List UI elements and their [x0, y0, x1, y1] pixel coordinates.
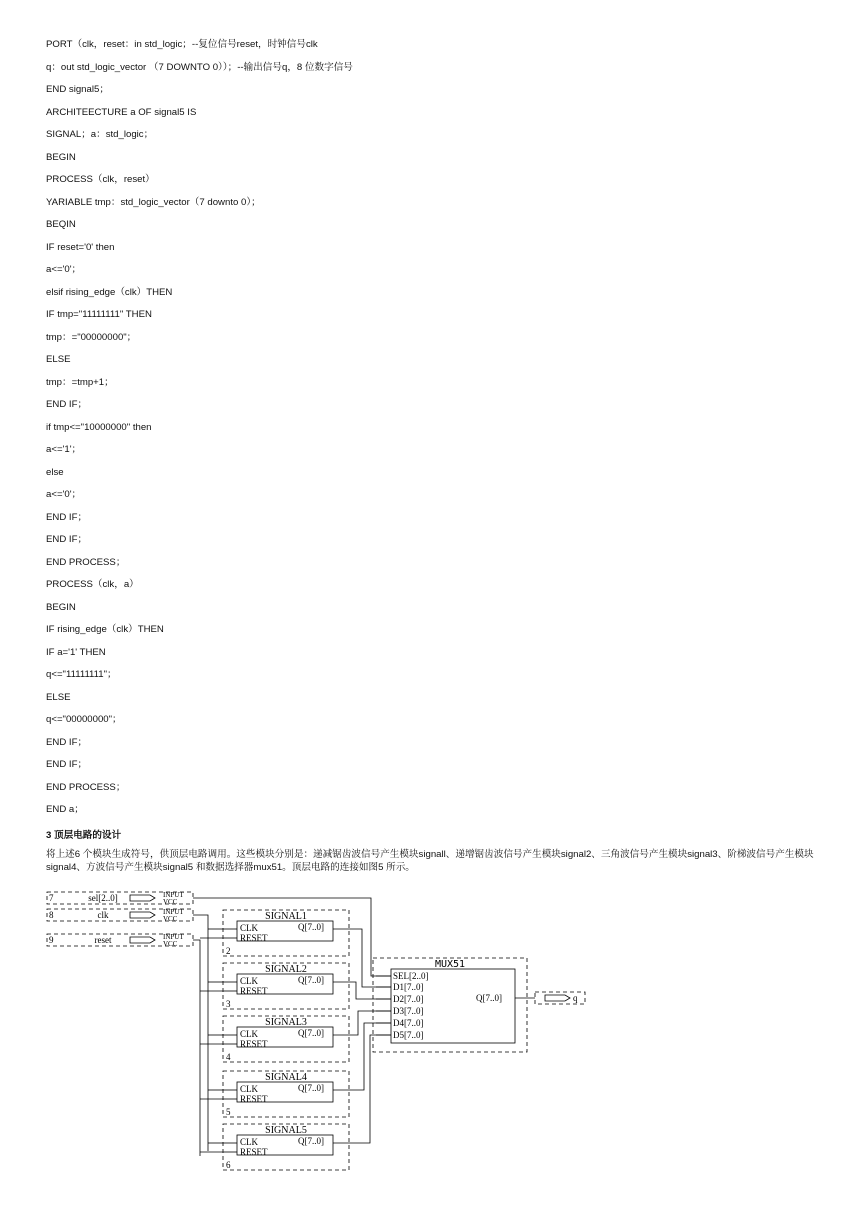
- signal-block-output-pin: Q[7..0]: [298, 1083, 324, 1093]
- sel-wire: [193, 898, 391, 976]
- code-line: PROCESS（clk，reset）: [46, 174, 155, 185]
- code-line: END IF；: [46, 399, 88, 410]
- input-pin-name: clk: [97, 910, 109, 920]
- code-line: BEGIN: [46, 151, 76, 163]
- input-pin-number: 8: [49, 910, 54, 920]
- signal-block-frame: [223, 963, 349, 1009]
- code-line: tmp：=tmp+1；: [46, 376, 114, 388]
- code-line: END IF；: [46, 511, 88, 523]
- input-pin-tag: INPUT: [163, 933, 184, 941]
- code-line: elsif rising_edge（clk）THEN: [46, 286, 173, 298]
- code-line: if tmp<="10000000" then: [46, 421, 152, 433]
- code-listing: [46, 34, 353, 822]
- signal-block-title: SIGNAL2: [265, 964, 307, 975]
- code-line: IF rising_edge（clk）THEN: [46, 624, 164, 635]
- d4-wire: [350, 1023, 391, 1090]
- signal-block-number: 5: [226, 1107, 231, 1117]
- input-pin-frame: [47, 892, 193, 904]
- code-line: END IF；: [46, 534, 88, 545]
- code-line: a<='0'；: [46, 264, 82, 275]
- signal-block-reset-pin: RESET: [240, 1039, 268, 1049]
- signal-block-output-pin: Q[7..0]: [298, 1136, 324, 1146]
- mux-input-pin: D4[7..0]: [393, 1018, 424, 1028]
- code-line: BEGIN: [46, 601, 76, 613]
- section-paragraph: 将上述6 个模块生成符号，供顶层电路调用。这些模块分别是：递减锯齿波信号产生模块signall、递增锯齿波信号产生模块signal2、三角波信号产生模块signal3、阶梯波信号产生模块signal4、方波信号产生模块signal5 和数据选择器mux51。顶层电路的连接如图5 所示。: [46, 849, 814, 873]
- signal-block-body: [237, 974, 333, 994]
- signal-block-reset-pin: RESET: [240, 986, 268, 996]
- input-pin-tag: VCC: [163, 940, 178, 948]
- code-line: ELSE: [46, 691, 71, 703]
- code-line: a<='0'；: [46, 489, 82, 500]
- code-line: END IF；: [46, 736, 88, 748]
- code-line: END a；: [46, 804, 84, 815]
- signal-block-body: [237, 1027, 333, 1047]
- code-line: IF a='1' THEN: [46, 646, 106, 658]
- code-line: BEQIN: [46, 219, 76, 230]
- signal-block-output-pin: Q[7..0]: [298, 922, 324, 932]
- signal-block-title: SIGNAL3: [265, 1017, 307, 1028]
- code-line: a<='1'；: [46, 444, 82, 455]
- input-pin-arrow: [130, 912, 155, 918]
- reset-bus: [193, 940, 200, 1156]
- mux-title: MUX51: [434, 959, 466, 970]
- code-line: END signal5；: [46, 84, 109, 95]
- mux-input-pin: D3[7..0]: [393, 1006, 424, 1016]
- signal-block-reset-pin: RESET: [240, 1094, 268, 1104]
- input-pin-tag: VCC: [163, 898, 178, 906]
- code-line: PROCESS（clk，a）: [46, 579, 139, 590]
- input-pin-name: reset: [94, 935, 112, 945]
- signal-block-number: 6: [226, 1160, 231, 1170]
- signal-block-output-pin: Q[7..0]: [298, 1028, 324, 1038]
- signal-block-number: 3: [226, 999, 231, 1009]
- signal-block-number: 4: [226, 1052, 231, 1062]
- clk-bus: [193, 915, 208, 1151]
- d3-wire: [350, 1011, 391, 1035]
- code-line: END PROCESS；: [46, 781, 126, 793]
- code-line: PORT（clk，reset：in std_logic；--复位信号reset，时钟信号clk: [46, 39, 318, 50]
- code-line: ARCHITEECTURE a OF signal5 IS: [46, 106, 197, 118]
- mux-frame: [373, 958, 527, 1052]
- signal-block-clk-pin: CLK: [240, 1137, 258, 1147]
- input-pin-arrow: [130, 937, 155, 943]
- d2-wire: [350, 982, 391, 999]
- signal-block-title: SIGNAL1: [265, 911, 307, 922]
- signal-block-body: [237, 921, 333, 941]
- code-line: tmp：="00000000"；: [46, 331, 137, 343]
- input-pin-number: 7: [49, 893, 54, 903]
- input-pin-frame: [47, 909, 193, 921]
- section-heading: 3 顶层电路的设计: [46, 830, 122, 841]
- output-pin-frame: [535, 992, 585, 1004]
- signal-block-reset-pin: RESET: [240, 933, 268, 943]
- signal-block-frame: [223, 1016, 349, 1062]
- mux-input-pin: SEL[2..0]: [393, 971, 429, 981]
- input-pin-tag: INPUT: [163, 908, 184, 916]
- signal-block-title: SIGNAL4: [265, 1072, 307, 1083]
- signal-block-title: SIGNAL5: [265, 1125, 307, 1136]
- signal-block-frame: [223, 910, 349, 956]
- code-line: YARIABLE tmp：std_logic_vector（7 downto 0）；: [46, 196, 261, 208]
- code-line: q<="11111111"；: [46, 669, 117, 680]
- d5-wire: [350, 1035, 391, 1143]
- signal-block-clk-pin: CLK: [240, 1029, 258, 1039]
- code-line: END PROCESS；: [46, 556, 126, 568]
- code-line: else: [46, 466, 64, 478]
- signal-block-clk-pin: CLK: [240, 976, 258, 986]
- signal-block-body: [237, 1082, 333, 1102]
- code-line: ELSE: [46, 354, 71, 365]
- output-pin-arrow: [545, 995, 570, 1001]
- code-line: q：out std_logic_vector （7 DOWNTO 0））；--输出信号q，8 位数字信号: [46, 61, 353, 73]
- mux-input-pin: D2[7..0]: [393, 994, 424, 1004]
- mux-input-pin: D1[7..0]: [393, 982, 424, 992]
- mux-body: [391, 969, 515, 1043]
- signal-block-number: 2: [226, 946, 231, 956]
- input-pin-name: sel[2..0]: [88, 893, 118, 903]
- input-pin-arrow: [130, 895, 155, 901]
- code-line: IF reset='0' then: [46, 241, 115, 253]
- code-line: q<="00000000"；: [46, 714, 122, 725]
- output-pin-name: q: [573, 993, 578, 1003]
- signal-block-output-pin: Q[7..0]: [298, 975, 324, 985]
- code-line: END IF；: [46, 759, 88, 770]
- input-pin-number: 9: [49, 935, 54, 945]
- mux-output-pin: Q[7..0]: [476, 993, 502, 1003]
- signal-block-body: [237, 1135, 333, 1155]
- input-pin-tag: INPUT: [163, 891, 184, 899]
- mux-input-pin: D5[7..0]: [393, 1030, 424, 1040]
- signal-block-reset-pin: RESET: [240, 1147, 268, 1157]
- input-pin-frame: [47, 934, 193, 946]
- signal-block-frame: [223, 1071, 349, 1117]
- signal-block-clk-pin: CLK: [240, 1084, 258, 1094]
- signal-block-frame: [223, 1124, 349, 1170]
- input-pin-tag: VCC: [163, 915, 178, 923]
- code-line: IF tmp="11111111" THEN: [46, 309, 152, 320]
- d1-wire: [350, 929, 391, 987]
- signal-block-clk-pin: CLK: [240, 923, 258, 933]
- code-line: SIGNAL；a：std_logic；: [46, 129, 154, 140]
